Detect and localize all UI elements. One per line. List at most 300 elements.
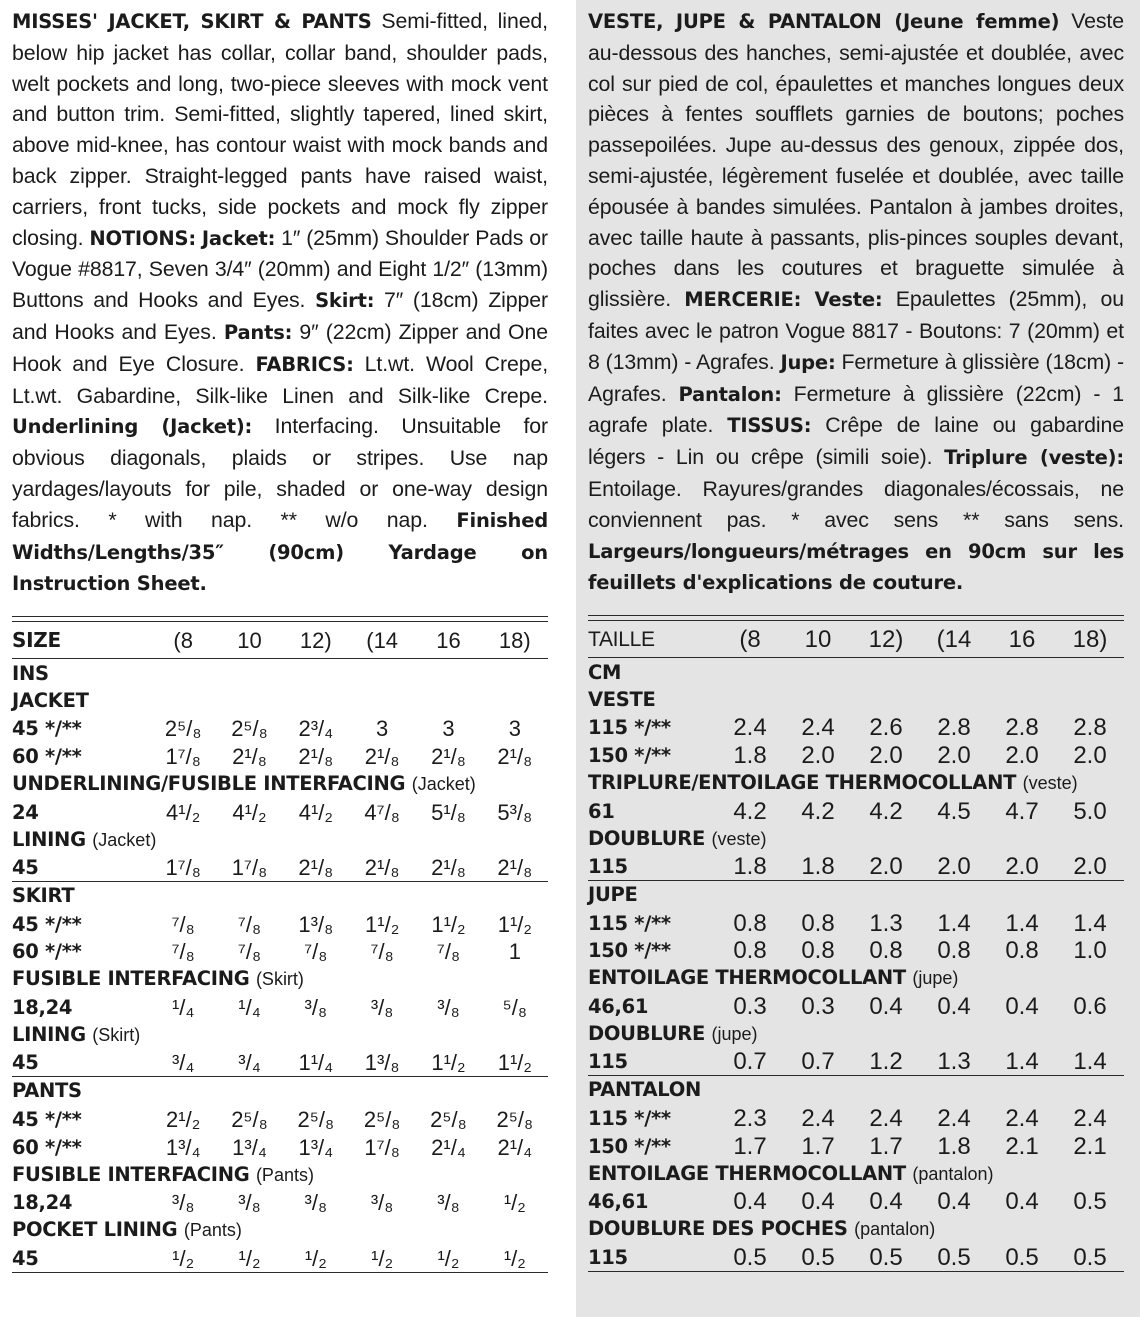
yardage-cell: ¹/₂: [437, 1245, 460, 1271]
row-label: 18,24: [12, 1191, 73, 1215]
table-row: [588, 741, 1124, 769]
section-heading: [12, 1077, 548, 1105]
table-row: [12, 910, 548, 938]
row-label: 46,61: [588, 1190, 649, 1214]
section-heading: [12, 826, 548, 854]
yardage-cell: ⁷/₈: [436, 939, 461, 965]
size-header-label: SIZE: [12, 627, 61, 652]
unit-row: [588, 658, 1124, 686]
table-row: [588, 797, 1124, 825]
yardage-cell: 0.7: [733, 1048, 767, 1076]
yardage-cell: ⁷/₈: [304, 939, 328, 965]
yardage-cell: 1.3: [937, 1048, 971, 1076]
yardage-cell: 4.2: [869, 797, 903, 825]
veste-text: Epaulettes (25mm), ou faites avec le patron Vogue 8817 - Boutons: 7 (20mm) et 8 (13mm) - Agrafes.: [588, 287, 1124, 374]
yardage-cell: 1.7: [801, 1132, 835, 1160]
yardage-cell: 0.4: [1005, 1188, 1039, 1216]
row-label: 18,24: [12, 995, 73, 1019]
yardage-cell: ³/₈: [238, 1190, 261, 1216]
triplure-heading: Triplure (veste):: [944, 446, 1124, 470]
table-row: [588, 909, 1124, 937]
yardage-cell: 1.4: [1073, 1048, 1107, 1076]
yardage-cell: ⁷/₈: [171, 939, 195, 965]
yardage-cell: 1: [508, 939, 521, 965]
section-row: [588, 686, 1124, 714]
table-row: [12, 1105, 548, 1133]
table-row: [588, 1132, 1124, 1160]
yardage-cell: 2.0: [1005, 741, 1039, 769]
section-note: (Pants): [255, 1164, 314, 1185]
yardage-cell: 0.5: [801, 1243, 835, 1271]
section-heading: [588, 825, 1124, 853]
yardage-cell: 1⁷/₈: [165, 743, 201, 769]
section-label: DOUBLURE: [588, 826, 705, 850]
yardage-cell: 0.4: [869, 1188, 903, 1216]
yardage-cell: 2.8: [1005, 714, 1039, 742]
yardage-cell: 2⁵/₈: [231, 716, 268, 742]
yardage-cell: 5.0: [1073, 797, 1107, 825]
size-header-cell: (14: [936, 625, 972, 653]
section-note: (veste): [711, 828, 767, 849]
yardage-cell: 2.8: [1073, 714, 1107, 742]
yardage-table-english: [12, 622, 548, 1272]
yardage-cell: 5¹/₈: [431, 799, 466, 825]
yardage-cell: 3: [376, 716, 389, 742]
section-note: (Pants): [183, 1220, 242, 1241]
section-label: DOUBLURE: [588, 1021, 705, 1045]
yardage-cell: 0.4: [801, 1188, 835, 1216]
row-label: 45 */**: [12, 717, 82, 741]
fabrics-heading: FABRICS:: [255, 352, 354, 376]
yardage-cell: 2¹/₈: [232, 743, 267, 769]
yardage-cell: 2¹/₈: [298, 743, 334, 769]
table-row: [12, 854, 548, 882]
table-row: [588, 1188, 1124, 1216]
size-header-cell: 16: [1008, 625, 1036, 653]
jacket-notions-text: 1″ (25mm) Shoulder Pads or Vogue #8817, Seven 3/4″ (20mm) and Eight 1/2″ (13mm) Buttons and Hooks and Eyes.: [12, 225, 548, 313]
row-label: 60 */**: [12, 744, 82, 768]
yardage-cell: ³/₈: [304, 1190, 328, 1216]
table-bottom-rule: [12, 1272, 548, 1273]
unit-label: CM: [588, 660, 622, 684]
section-heading: [12, 1161, 548, 1189]
description-text: Semi-fitted, lined, below hip jacket has collar, collar band, shoulder pads, welt pockets and long, two-piece sleeves with mock vent and button trim. Semi-fitted, slightly tapered, lined skirt, above mid-knee, has contour waist with mock bands and back zipper. Straight-legged pants have raised waist, carriers, front tucks, side pockets and mock fly zipper closing.: [12, 9, 548, 250]
fabrics-text: Lt.wt. Wool Crepe, Lt.wt. Gabardine, Silk-like Linen and Silk-like Crepe.: [12, 351, 549, 408]
section-label: FUSIBLE INTERFACING: [12, 1162, 250, 1186]
row-label: 115 */**: [588, 716, 671, 740]
skirt-notions-label: Skirt:: [315, 289, 375, 313]
size-header-row: [588, 621, 1124, 658]
table-bottom-rule-fr: [588, 1271, 1124, 1272]
yardage-cell: 0.4: [937, 1188, 971, 1216]
yardage-cell: ¹/₂: [371, 1245, 394, 1271]
yardage-cell: 4.2: [733, 797, 767, 825]
table-row: [588, 714, 1124, 742]
yardage-cell: 0.8: [733, 937, 767, 965]
yardage-cell: 0.8: [937, 937, 971, 965]
section-note: (jupe): [711, 1023, 758, 1044]
section-note: (Skirt): [255, 969, 304, 990]
yardage-cell: 1.3: [869, 909, 903, 937]
size-header-row: [12, 622, 548, 659]
size-header-cell: 12): [868, 625, 904, 653]
section-label: ENTOILAGE THERMOCOLLANT: [588, 1161, 906, 1185]
row-label: 45: [12, 856, 39, 880]
yardage-cell: 0.5: [733, 1243, 767, 1271]
section-row: [12, 882, 548, 910]
yardage-cell: ⁷/₈: [237, 939, 262, 965]
section-label: UNDERLINING/FUSIBLE INTERFACING: [12, 771, 406, 795]
section-heading: [588, 1076, 1124, 1104]
section-row: [12, 826, 548, 854]
section-label: FUSIBLE INTERFACING: [12, 967, 250, 991]
yardage-cell: 0.4: [733, 1188, 767, 1216]
section-label: ENTOILAGE THERMOCOLLANT: [588, 966, 906, 990]
english-column: [0, 0, 566, 1273]
triplure-text: Entoilage. Rayures/grandes diagonales/écossais, ne conviennent pas. * avec sens ** sans sens.: [588, 476, 1124, 532]
yardage-cell: 0.5: [1073, 1243, 1107, 1271]
section-label: DOUBLURE DES POCHES: [588, 1217, 848, 1241]
yardage-cell: 2⁵/₈: [430, 1107, 467, 1133]
section-row: [588, 964, 1124, 992]
yardage-cell: 2⁵/₈: [297, 1107, 335, 1133]
yardage-cell: 0.8: [801, 937, 835, 965]
yardage-cell: 0.5: [937, 1243, 971, 1271]
yardage-cell: 2.6: [869, 714, 903, 742]
section-note: (Skirt): [92, 1024, 141, 1045]
yardage-cell: 0.5: [1005, 1243, 1039, 1271]
yardage-cell: 2¹/₈: [298, 855, 334, 881]
yardage-cell: 1.8: [937, 1132, 971, 1160]
veste-label: Veste:: [814, 288, 883, 312]
section-label: LINING: [12, 1022, 86, 1046]
pattern-title: MISSES' JACKET, SKIRT & PANTS: [12, 10, 372, 33]
row-label: 45 */**: [12, 1108, 82, 1132]
yardage-cell: 4.2: [801, 797, 835, 825]
english-description: [12, 6, 548, 600]
yardage-cell: 1¹/₄: [298, 1050, 334, 1076]
yardage-cell: ⁷/₈: [171, 911, 195, 937]
finished-widths-note: Finished Widths/Lengths/35″ (90cm) Yardage on Instruction Sheet.: [12, 508, 548, 596]
row-label: 60 */**: [12, 1135, 82, 1159]
section-row: [588, 769, 1124, 797]
french-description: [588, 6, 1124, 599]
yardage-cell: 1.7: [733, 1132, 767, 1160]
yardage-cell: 2.0: [1005, 853, 1039, 881]
yardage-cell: 2³/₄: [298, 716, 334, 742]
yardage-cell: 1³/₄: [232, 1134, 267, 1160]
size-header-cell: 18): [498, 627, 531, 653]
yardage-cell: 1³/₈: [298, 911, 334, 937]
row-label: 45 */**: [12, 912, 82, 936]
table-row: [588, 992, 1124, 1020]
row-label: 150 */**: [588, 743, 671, 767]
pantalon-label: Pantalon:: [678, 382, 782, 406]
yardage-cell: 2¹/₈: [497, 743, 533, 769]
size-header-cell: (14: [366, 627, 399, 653]
section-heading: [12, 882, 548, 910]
yardage-cell: ¹/₂: [503, 1190, 526, 1216]
yardage-cell: 2.1: [1005, 1132, 1039, 1160]
yardage-cell: 0.8: [801, 909, 835, 937]
yardage-cell: 1³/₄: [298, 1134, 334, 1160]
yardage-cell: 1⁷/₈: [165, 855, 201, 881]
section-label: SKIRT: [12, 884, 75, 908]
yardage-cell: ¹/₂: [304, 1245, 327, 1271]
yardage-cell: 0.3: [733, 992, 767, 1020]
row-label: 115 */**: [588, 1107, 671, 1131]
yardage-cell: 1¹/₂: [431, 911, 466, 937]
section-heading: [12, 770, 548, 798]
section-note: (jupe): [912, 968, 959, 989]
yardage-cell: 4.7: [1005, 797, 1039, 825]
section-row: [12, 1021, 548, 1049]
french-column: [576, 0, 1140, 1317]
section-heading: [588, 686, 1124, 714]
yardage-cell: 2⁵/₈: [231, 1107, 268, 1133]
yardage-cell: 2¹/₈: [497, 855, 533, 881]
section-row: [12, 770, 548, 798]
section-label: VESTE: [588, 687, 656, 711]
pattern-title-fr: VESTE, JUPE & PANTALON (Jeune femme): [588, 10, 1060, 33]
table-row: [588, 937, 1124, 965]
section-heading: [12, 965, 548, 993]
row-label: 115 */**: [588, 911, 671, 935]
table-row: [588, 1104, 1124, 1132]
table-row: [588, 1048, 1124, 1076]
yardage-cell: 2¹/₄: [497, 1134, 533, 1160]
table-row: [12, 1244, 548, 1272]
skirt-notions-text: 7″ (18cm) Zipper and Hooks and Eyes.: [12, 288, 549, 344]
yardage-cell: 2.8: [937, 714, 971, 742]
section-label: PANTS: [12, 1079, 82, 1103]
yardage-cell: 0.8: [733, 909, 767, 937]
jacket-notions-label: Jacket:: [201, 226, 276, 250]
description-text-fr: Veste au-dessous des hanches, semi-ajustée et doublée, avec col sur pied de col, épaulettes et manches longues deux pièces à fentes soufflets garnies de boutons; poches passepoilées. Jupe au-dessus des genoux, zippée dos, semi-ajustée, légèrement fuselée et doublée, avec taille épousée à bandes simulées. Pantalon à jambes droites, avec taille haute à passants, plis-pinces souples devant, poches dans les coutures et braguette simulée à glissière.: [588, 9, 1124, 312]
section-heading: [588, 964, 1124, 992]
yardage-cell: 2.0: [937, 853, 971, 881]
yardage-cell: 2¹/₂: [166, 1107, 201, 1133]
mercerie-heading: MERCERIE:: [684, 288, 802, 312]
section-row: [12, 1077, 548, 1105]
size-header-cell: 10: [237, 627, 262, 653]
table-row: [12, 1133, 548, 1161]
section-row: [12, 1216, 548, 1244]
yardage-cell: 2.4: [869, 1105, 903, 1133]
yardage-cell: 1.8: [733, 741, 767, 769]
jupe-text: Fermeture à glissière (18cm) - Agrafes.: [588, 349, 1124, 406]
section-note: (pantalon): [912, 1163, 994, 1184]
yardage-cell: 2.0: [937, 741, 971, 769]
yardage-cell: 1⁷/₈: [231, 855, 268, 881]
size-header-cell: (8: [739, 625, 761, 653]
row-label: 150 */**: [588, 939, 671, 963]
size-header-cell: (8: [173, 627, 193, 653]
yardage-cell: 2¹/₈: [364, 855, 400, 881]
yardage-cell: 2.4: [801, 1105, 835, 1133]
underlining-text: Interfacing. Unsuitable for obvious diagonals, plaids or stripes. Use nap yardages/layouts for pile, shaded or one-way design fabrics. * with nap. ** w/o nap.: [12, 414, 548, 532]
pants-notions-text: 9″ (22cm) Zipper and One Hook and Eye Closure.: [12, 319, 548, 376]
yardage-cell: 2¹/₈: [431, 855, 466, 881]
section-label: TRIPLURE/ENTOILAGE THERMOCOLLANT: [588, 770, 1017, 794]
yardage-cell: ³/₈: [437, 994, 460, 1020]
yardage-cell: 2.4: [937, 1105, 971, 1133]
section-label: LINING: [12, 827, 86, 851]
row-label: 45: [12, 1246, 39, 1270]
row-label: 60 */**: [12, 940, 82, 964]
section-note: (Jacket): [411, 773, 476, 794]
yardage-cell: ³/₄: [238, 1050, 261, 1076]
yardage-cell: 2.4: [1005, 1105, 1039, 1133]
pants-notions-label: Pants:: [223, 320, 293, 344]
row-label: 61: [588, 799, 615, 823]
yardage-cell: 2⁵/₈: [164, 716, 202, 742]
yardage-cell: ³/₄: [171, 1050, 195, 1076]
yardage-cell: 2.1: [1073, 1132, 1107, 1160]
yardage-cell: 0.4: [869, 992, 903, 1020]
table-row: [12, 715, 548, 743]
section-heading: [588, 881, 1124, 909]
yardage-cell: ⁵/₈: [502, 994, 527, 1020]
yardage-cell: 2⁵/₈: [496, 1107, 534, 1133]
yardage-cell: 2.3: [733, 1105, 767, 1133]
unit-label: INS: [12, 661, 49, 685]
section-heading: [588, 1215, 1124, 1243]
yardage-cell: ³/₈: [171, 1190, 195, 1216]
table-row: [12, 993, 548, 1021]
yardage-cell: 4¹/₂: [232, 799, 267, 825]
table-row: [588, 1243, 1124, 1271]
section-row: [588, 1215, 1124, 1243]
yardage-cell: 1.4: [1073, 909, 1107, 937]
unit-row: [12, 659, 548, 687]
yardage-cell: ³/₈: [370, 1190, 394, 1216]
row-label: 115: [588, 1050, 628, 1074]
yardage-cell: ¹/₄: [238, 994, 261, 1020]
yardage-cell: 0.4: [1005, 992, 1039, 1020]
yardage-cell: 2.4: [1073, 1105, 1107, 1133]
yardage-cell: 1³/₈: [364, 1050, 400, 1076]
row-label: 46,61: [588, 994, 649, 1018]
yardage-cell: ³/₈: [437, 1190, 460, 1216]
yardage-cell: 2¹/₄: [431, 1134, 466, 1160]
section-row: [588, 881, 1124, 909]
yardage-cell: 0.3: [801, 992, 835, 1020]
yardage-cell: 1.2: [869, 1048, 903, 1076]
yardage-cell: 1.4: [937, 909, 971, 937]
yardage-cell: ¹/₂: [238, 1245, 261, 1271]
yardage-cell: 0.5: [1073, 1188, 1107, 1216]
section-note: (pantalon): [854, 1219, 936, 1240]
yardage-cell: 1.8: [733, 853, 767, 881]
yardage-cell: 2¹/₈: [431, 743, 466, 769]
yardage-cell: 2.0: [1073, 741, 1107, 769]
tissus-heading: TISSUS:: [727, 414, 812, 438]
yardage-cell: 0.5: [869, 1243, 903, 1271]
row-label: 115: [588, 1245, 628, 1269]
pantalon-text: Fermeture à glissière (22cm) - 1 agrafe plate.: [588, 381, 1124, 438]
yardage-cell: ⁷/₈: [237, 911, 262, 937]
yardage-cell: 0.4: [937, 992, 971, 1020]
row-label: 24: [12, 800, 39, 824]
section-heading: [588, 769, 1124, 797]
section-heading: [12, 1021, 548, 1049]
size-header-cell: 12): [299, 627, 332, 653]
section-heading: [588, 1160, 1124, 1188]
yardage-cell: 0.6: [1073, 992, 1107, 1020]
size-header-cell: 18): [1072, 625, 1108, 653]
yardage-cell: 1¹/₂: [497, 1050, 532, 1076]
notions-heading: NOTIONS:: [89, 226, 196, 250]
table-top-rule-fr: [588, 615, 1124, 616]
yardage-cell: 1.7: [869, 1132, 903, 1160]
section-heading: [588, 1020, 1124, 1048]
yardage-cell: 0.8: [869, 937, 903, 965]
section-label: POCKET LINING: [12, 1218, 178, 1242]
yardage-cell: 1¹/₂: [497, 911, 532, 937]
table-row: [588, 853, 1124, 881]
yardage-cell: ⁷/₈: [370, 939, 394, 965]
row-label: 45: [12, 1051, 39, 1075]
section-heading: [12, 687, 548, 715]
yardage-cell: 0.7: [801, 1048, 835, 1076]
section-label: JUPE: [588, 883, 638, 907]
yardage-cell: 1¹/₂: [431, 1050, 466, 1076]
yardage-cell: 4¹/₂: [166, 799, 201, 825]
yardage-cell: ³/₈: [304, 994, 328, 1020]
yardage-cell: 0.8: [1005, 937, 1039, 965]
section-row: [12, 1161, 548, 1189]
section-label: PANTALON: [588, 1078, 702, 1102]
section-row: [12, 687, 548, 715]
underlining-heading: Underlining (Jacket):: [12, 415, 253, 439]
row-label: 115: [588, 855, 628, 879]
yardage-cell: 2.0: [801, 741, 835, 769]
yardage-cell: 4.5: [937, 797, 971, 825]
yardage-cell: 1³/₄: [165, 1134, 201, 1160]
table-row: [12, 1189, 548, 1217]
section-row: [588, 825, 1124, 853]
yardage-cell: 1¹/₂: [365, 911, 400, 937]
yardage-cell: 2.0: [869, 853, 903, 881]
yardage-cell: 3: [508, 716, 521, 742]
yardage-cell: ¹/₄: [171, 994, 195, 1020]
table-row: [12, 742, 548, 770]
yardage-cell: 1.0: [1073, 937, 1107, 965]
size-header-label: TAILLE: [588, 627, 655, 651]
yardage-table-french: [588, 621, 1124, 1271]
yardage-cell: ¹/₂: [172, 1245, 195, 1271]
yardage-cell: 2.0: [1073, 853, 1107, 881]
size-header-cell: 10: [804, 625, 832, 653]
section-note: (Jacket): [92, 829, 157, 850]
largeurs-note: Largeurs/longueurs/métrages en 90cm sur les feuillets d'explications de couture.: [588, 539, 1124, 595]
section-note: (veste): [1022, 772, 1078, 793]
yardage-cell: 2.4: [801, 714, 835, 742]
yardage-cell: 4⁷/₈: [364, 799, 400, 825]
section-heading: [12, 1216, 548, 1244]
yardage-cell: 1⁷/₈: [364, 1134, 400, 1160]
section-row: [12, 965, 548, 993]
section-row: [588, 1160, 1124, 1188]
tissus-text: Crêpe de laine ou gabardine légers - Lin ou crêpe (simili soie).: [588, 413, 1124, 470]
table-row: [12, 938, 548, 966]
jupe-label: Jupe:: [780, 350, 836, 374]
yardage-cell: 2.4: [733, 714, 767, 742]
table-row: [12, 798, 548, 826]
yardage-cell: 2.0: [869, 741, 903, 769]
section-row: [588, 1020, 1124, 1048]
